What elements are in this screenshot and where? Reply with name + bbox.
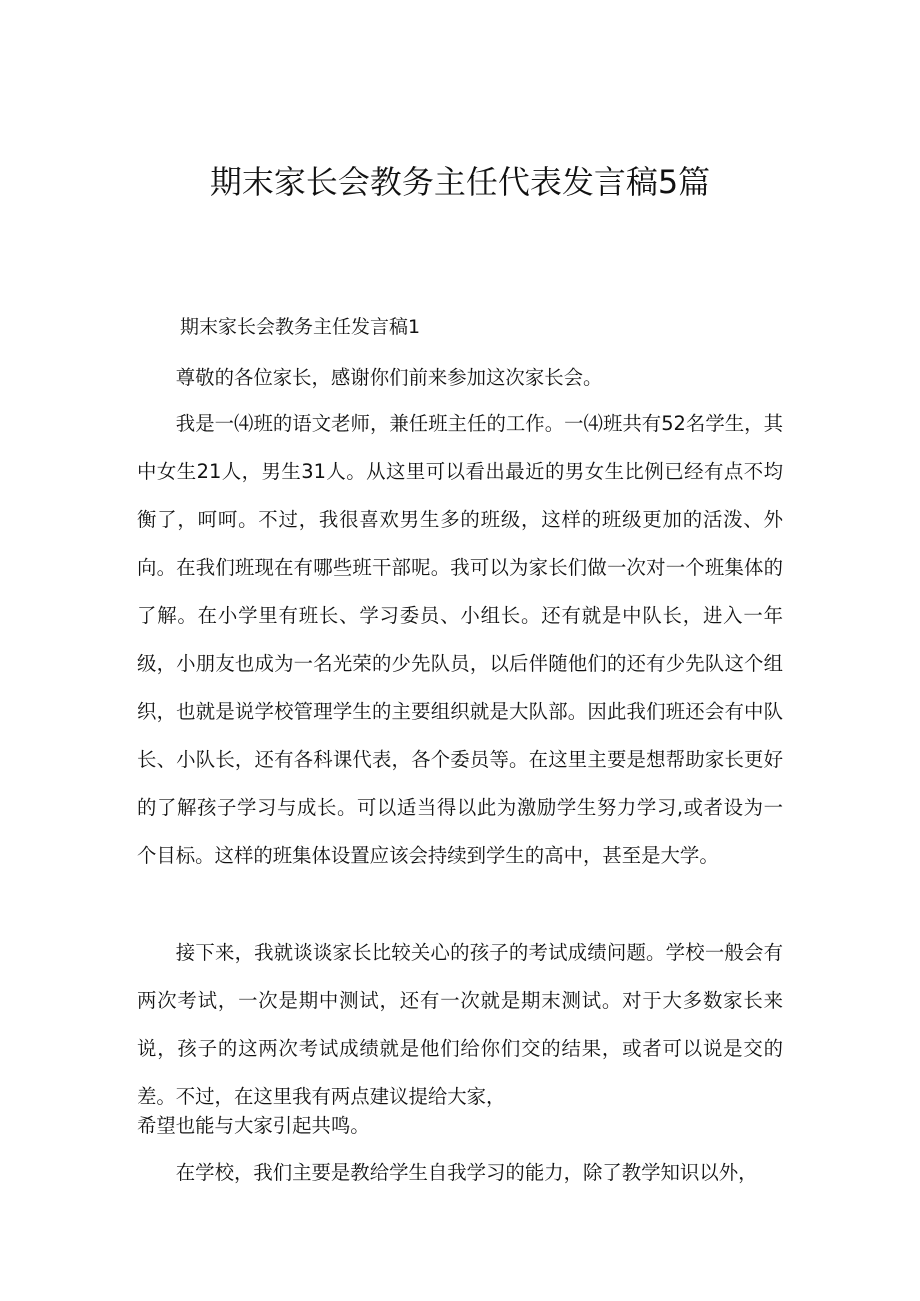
section-subtitle: 期末家长会教务主任发言稿1 bbox=[180, 316, 421, 338]
paragraph-greeting: 尊敬的各位家长，感谢你们前来参加这次家长会。 bbox=[175, 366, 603, 389]
paragraph-exam-tail: 希望也能与大家引起共鸣。 bbox=[137, 1114, 370, 1137]
paragraph-school: 在学校，我们主要是教给学生自我学习的能力，除了教学知识以外， bbox=[175, 1161, 758, 1184]
paragraph-intro: 我是一⑷班的语文老师，兼任班主任的工作。一⑷班共有52名学生，其中女生21人，男生31人。从这里可以看出最近的男女生比例已经有点不均衡了，呵呵。不过，我很喜欢男生多的班级，这样的班级更加的活泼、外向。在我们班现在有哪些班干部呢。我可以为家长们做一次对一个班集体的了解。在小学里有班长、学习委员、小组长。还有就是中队长，进入一年级，小朋友也成为一名光荣的少先队员，以后伴随他们的还有少先队这个组织，也就是说学校管理学生的主要组织就是大队部。因此我们班还会有中队长、小队长，还有各科课代表，各个委员等。在这里主要是想帮助家长更好的了解孩子学习与成长。可以适当得以此为激励学生努力学习,或者设为一个目标。这样的班集体设置应该会持续到学生的高中，甚至是大学。 bbox=[137, 412, 783, 867]
document-title: 期末家长会教务主任代表发言稿5篇 bbox=[209, 163, 711, 201]
paragraph-exam: 接下来，我就谈谈家长比较关心的孩子的考试成绩问题。学校一般会有两次考试，一次是期中测试，还有一次就是期末测试。对于大多数家长来说，孩子的这两次考试成绩就是他们给你们交的结果，或者可以说是交的差。不过，在这里我有两点建议提给大家， bbox=[137, 941, 783, 1108]
